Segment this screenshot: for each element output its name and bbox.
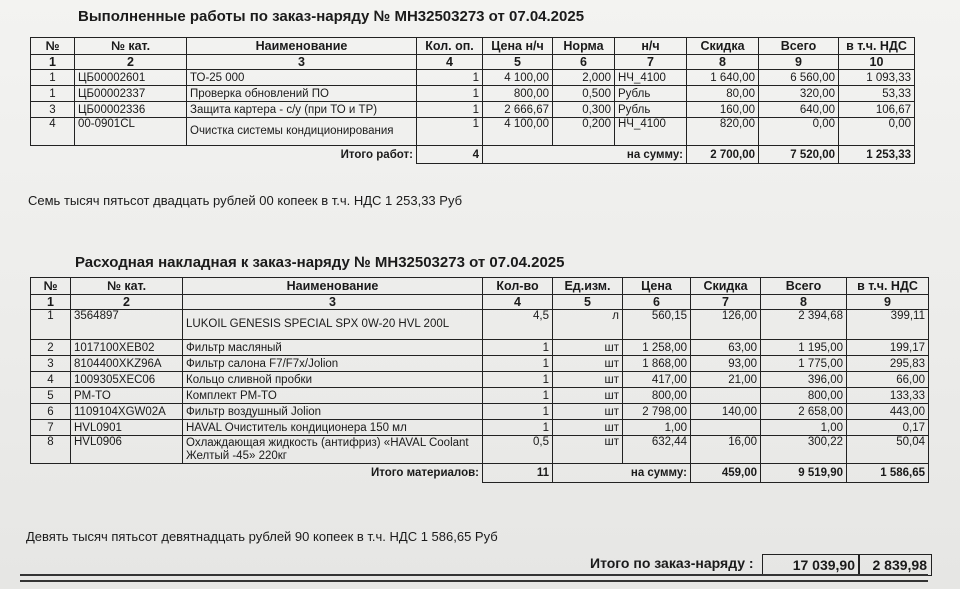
works-total-discount: 2 700,00 xyxy=(687,146,759,164)
table-row xyxy=(31,356,929,372)
item-name: Очистка системы кондиционирования xyxy=(187,118,417,146)
col-number: 1 xyxy=(31,55,75,70)
price: 1 868,00 xyxy=(623,356,691,372)
vat: 295,83 xyxy=(847,356,929,372)
col-number: 5 xyxy=(483,55,553,70)
divider-line xyxy=(20,574,928,576)
col-number: 4 xyxy=(417,55,483,70)
vat: 0,00 xyxy=(839,118,915,146)
item-name: Фильтр салона F7/F7x/Jolion xyxy=(183,356,483,372)
quantity: 1 xyxy=(417,86,483,102)
total: 2 394,68 xyxy=(761,310,847,340)
catalog-number: 3564897 xyxy=(71,310,183,340)
total: 300,22 xyxy=(761,436,847,464)
catalog-number: ЦБ00002337 xyxy=(75,86,187,102)
col-header: Норма xyxy=(553,38,615,55)
vat: 133,33 xyxy=(847,388,929,404)
item-name: Комплект PM-TO xyxy=(183,388,483,404)
quantity: 1 xyxy=(483,340,553,356)
total: 800,00 xyxy=(761,388,847,404)
col-header: Цена н/ч xyxy=(483,38,553,55)
works-sum-label: на сумму: xyxy=(483,146,687,164)
norm: 0,500 xyxy=(553,86,615,102)
price: 2 666,67 xyxy=(483,102,553,118)
works-table xyxy=(30,37,915,164)
item-name: Проверка обновлений ПО xyxy=(187,86,417,102)
row-number: 7 xyxy=(31,420,71,436)
price: 800,00 xyxy=(483,86,553,102)
quantity: 1 xyxy=(483,404,553,420)
price: 632,44 xyxy=(623,436,691,464)
unit: Рубль xyxy=(615,102,687,118)
quantity: 1 xyxy=(417,118,483,146)
col-number: 8 xyxy=(687,55,759,70)
works-sum-in-words: Семь тысяч пятьсот двадцать рублей 00 копеек в т.ч. НДС 1 253,33 Руб xyxy=(28,193,463,208)
col-header: в т.ч. НДС xyxy=(839,38,915,55)
col-number: 6 xyxy=(623,295,691,310)
col-header: Скидка xyxy=(691,278,761,295)
item-name: ТО-25 000 xyxy=(187,70,417,86)
materials-sum-in-words: Девять тысяч пятьсот девятнадцать рублей 90 копеек в т.ч. НДС 1 586,65 Руб xyxy=(26,529,498,544)
unit: шт xyxy=(553,404,623,420)
price: 1 258,00 xyxy=(623,340,691,356)
price: 4 100,00 xyxy=(483,70,553,86)
discount: 820,00 xyxy=(687,118,759,146)
norm: 0,300 xyxy=(553,102,615,118)
quantity: 1 xyxy=(483,356,553,372)
materials-total-sum: 9 519,90 xyxy=(761,464,847,483)
col-number: 9 xyxy=(847,295,929,310)
col-header: Цена xyxy=(623,278,691,295)
total: 1 195,00 xyxy=(761,340,847,356)
col-header: Всего xyxy=(761,278,847,295)
vat: 50,04 xyxy=(847,436,929,464)
materials-header-row xyxy=(31,278,929,295)
col-header: № кат. xyxy=(71,278,183,295)
catalog-number: HVL0906 xyxy=(71,436,183,464)
col-header: Скидка xyxy=(687,38,759,55)
col-number: 3 xyxy=(187,55,417,70)
col-number: 8 xyxy=(761,295,847,310)
col-header: Ед.изм. xyxy=(553,278,623,295)
divider-line xyxy=(20,580,928,582)
price: 4 100,00 xyxy=(483,118,553,146)
catalog-number: PM-TO xyxy=(71,388,183,404)
unit: шт xyxy=(553,388,623,404)
col-header: в т.ч. НДС xyxy=(847,278,929,295)
materials-sum-label: на сумму: xyxy=(553,464,691,483)
table-row xyxy=(31,340,929,356)
col-number: 5 xyxy=(553,295,623,310)
item-name: HAVAL Очиститель кондиционера 150 мл xyxy=(183,420,483,436)
unit: НЧ_4100 xyxy=(615,70,687,86)
norm: 0,200 xyxy=(553,118,615,146)
works-total-row xyxy=(31,146,915,164)
table-row xyxy=(31,388,929,404)
vat: 399,11 xyxy=(847,310,929,340)
works-total-vat: 1 253,33 xyxy=(839,146,915,164)
row-number: 1 xyxy=(31,70,75,86)
item-name: Фильтр воздушный Jolion xyxy=(183,404,483,420)
col-header: № xyxy=(31,278,71,295)
grand-total-vat: 2 839,98 xyxy=(858,554,932,576)
col-header: № кат. xyxy=(75,38,187,55)
row-number: 6 xyxy=(31,404,71,420)
col-header: Всего xyxy=(759,38,839,55)
vat: 199,17 xyxy=(847,340,929,356)
discount: 63,00 xyxy=(691,340,761,356)
row-number: 8 xyxy=(31,436,71,464)
discount: 140,00 xyxy=(691,404,761,420)
unit: шт xyxy=(553,356,623,372)
catalog-number: ЦБ00002601 xyxy=(75,70,187,86)
works-title: Выполненные работы по заказ-наряду № МН32503273 от 07.04.2025 xyxy=(78,8,585,25)
price: 1,00 xyxy=(623,420,691,436)
total: 396,00 xyxy=(761,372,847,388)
unit: шт xyxy=(553,420,623,436)
materials-table xyxy=(30,277,929,483)
unit: л xyxy=(553,310,623,340)
discount: 126,00 xyxy=(691,310,761,340)
quantity: 1 xyxy=(417,70,483,86)
unit: шт xyxy=(553,436,623,464)
col-header: н/ч xyxy=(615,38,687,55)
col-header: № xyxy=(31,38,75,55)
discount: 160,00 xyxy=(687,102,759,118)
quantity: 1 xyxy=(483,420,553,436)
catalog-number: ЦБ00002336 xyxy=(75,102,187,118)
price: 417,00 xyxy=(623,372,691,388)
materials-total-label: Итого материалов: xyxy=(371,467,479,480)
row-number: 3 xyxy=(31,356,71,372)
table-row xyxy=(31,70,915,86)
row-number: 1 xyxy=(31,310,71,340)
table-row xyxy=(31,404,929,420)
item-name: Кольцо сливной пробки xyxy=(183,372,483,388)
item-name: Фильтр масляный xyxy=(183,340,483,356)
unit: шт xyxy=(553,340,623,356)
total: 640,00 xyxy=(759,102,839,118)
total: 2 658,00 xyxy=(761,404,847,420)
total: 1 775,00 xyxy=(761,356,847,372)
table-row xyxy=(31,118,915,146)
quantity: 1 xyxy=(417,102,483,118)
col-header: Наименование xyxy=(183,278,483,295)
table-row xyxy=(31,436,929,464)
discount: 93,00 xyxy=(691,356,761,372)
item-name: Защита картера - с/у (при ТО и ТР) xyxy=(187,102,417,118)
col-number: 7 xyxy=(691,295,761,310)
quantity: 1 xyxy=(483,388,553,404)
grand-total-label: Итого по заказ-наряду : xyxy=(590,555,754,571)
col-header: Наименование xyxy=(187,38,417,55)
col-number: 7 xyxy=(615,55,687,70)
quantity: 0,5 xyxy=(483,436,553,464)
works-total-sum: 7 520,00 xyxy=(759,146,839,164)
works-header-row xyxy=(31,38,915,55)
discount xyxy=(691,420,761,436)
col-number: 3 xyxy=(183,295,483,310)
total: 320,00 xyxy=(759,86,839,102)
col-number: 4 xyxy=(483,295,553,310)
row-number: 4 xyxy=(31,118,75,146)
vat: 66,00 xyxy=(847,372,929,388)
materials-total-qty: 11 xyxy=(483,464,553,483)
materials-colnum-row xyxy=(31,295,929,310)
vat: 53,33 xyxy=(839,86,915,102)
row-number: 2 xyxy=(31,340,71,356)
total: 6 560,00 xyxy=(759,70,839,86)
table-row xyxy=(31,420,929,436)
discount: 21,00 xyxy=(691,372,761,388)
col-number: 1 xyxy=(31,295,71,310)
grand-total-sum: 17 039,90 xyxy=(762,554,860,576)
discount: 1 640,00 xyxy=(687,70,759,86)
row-number: 4 xyxy=(31,372,71,388)
price: 560,15 xyxy=(623,310,691,340)
quantity: 4,5 xyxy=(483,310,553,340)
materials-total-discount: 459,00 xyxy=(691,464,761,483)
catalog-number: 1109104XGW02A xyxy=(71,404,183,420)
table-row xyxy=(31,86,915,102)
unit: шт xyxy=(553,372,623,388)
vat: 106,67 xyxy=(839,102,915,118)
row-number: 5 xyxy=(31,388,71,404)
catalog-number: 1009305XEC06 xyxy=(71,372,183,388)
vat: 1 093,33 xyxy=(839,70,915,86)
price: 800,00 xyxy=(623,388,691,404)
total: 0,00 xyxy=(759,118,839,146)
col-header: Кол-во xyxy=(483,278,553,295)
row-number: 1 xyxy=(31,86,75,102)
catalog-number: 8104400XKZ96A xyxy=(71,356,183,372)
norm: 2,000 xyxy=(553,70,615,86)
vat: 443,00 xyxy=(847,404,929,420)
unit: НЧ_4100 xyxy=(615,118,687,146)
works-total-label: Итого работ: xyxy=(340,148,413,161)
col-header: Кол. оп. xyxy=(417,38,483,55)
total: 1,00 xyxy=(761,420,847,436)
works-total-qty: 4 xyxy=(417,146,483,164)
materials-total-row xyxy=(31,464,929,483)
catalog-number: HVL0901 xyxy=(71,420,183,436)
col-number: 6 xyxy=(553,55,615,70)
materials-title: Расходная накладная к заказ-наряду № МН32503273 от 07.04.2025 xyxy=(75,254,565,271)
item-name: LUKOIL GENESIS SPECIAL SPX 0W-20 HVL 200L xyxy=(183,310,483,340)
materials-total-vat: 1 586,65 xyxy=(847,464,929,483)
item-name: Охлаждающая жидкость (антифриз) «HAVAL Coolant Желтый -45» 220кг xyxy=(183,436,483,464)
works-colnum-row xyxy=(31,55,915,70)
catalog-number: 00-0901CL xyxy=(75,118,187,146)
col-number: 10 xyxy=(839,55,915,70)
col-number: 9 xyxy=(759,55,839,70)
col-number: 2 xyxy=(75,55,187,70)
quantity: 1 xyxy=(483,372,553,388)
table-row xyxy=(31,310,929,340)
col-number: 2 xyxy=(71,295,183,310)
discount: 16,00 xyxy=(691,436,761,464)
discount xyxy=(691,388,761,404)
vat: 0,17 xyxy=(847,420,929,436)
catalog-number: 1017100XEB02 xyxy=(71,340,183,356)
table-row xyxy=(31,372,929,388)
table-row xyxy=(31,102,915,118)
unit: Рубль xyxy=(615,86,687,102)
discount: 80,00 xyxy=(687,86,759,102)
row-number: 3 xyxy=(31,102,75,118)
price: 2 798,00 xyxy=(623,404,691,420)
